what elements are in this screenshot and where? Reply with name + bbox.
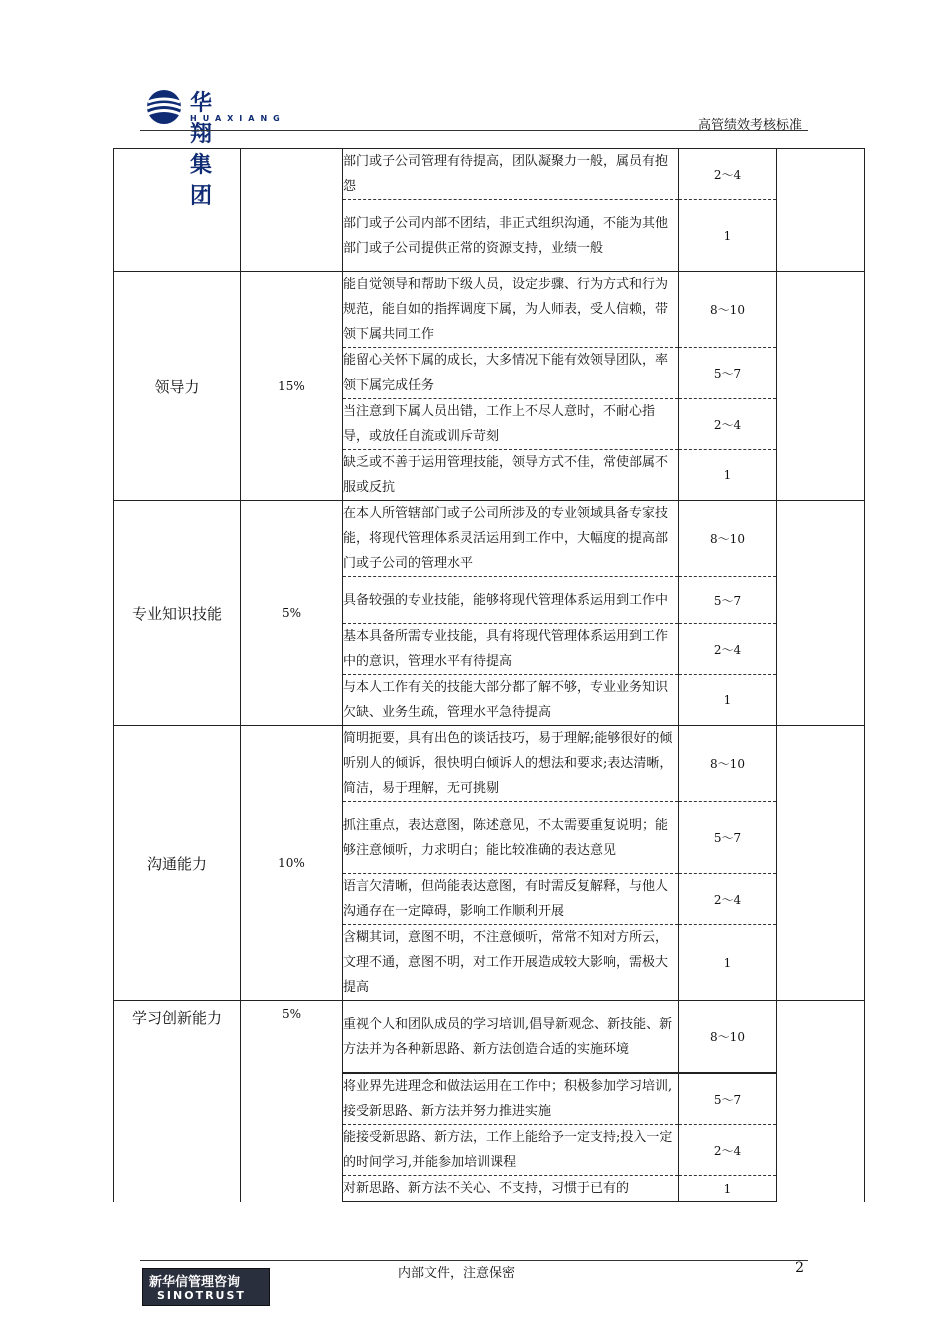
score-cell: 5～7 [679,577,777,624]
table-row [114,1001,865,1074]
weight-cell [241,149,343,272]
description-cell: 重视个人和团队成员的学习培训,倡导新观念、新技能、新方法并为各种新思路、新方法创造合适的实施环境 [343,1001,679,1074]
score-cell: 1 [679,1176,777,1202]
sinotrust-logo [142,1268,270,1306]
blank-cell [777,726,865,1001]
description-cell: 缺乏或不善于运用管理技能，领导方式不佳，常使部属不服或反抗 [343,450,679,501]
score-cell: 2～4 [679,1125,777,1176]
blank-cell [777,272,865,501]
logo-chinese-name: 华翔集团 [190,91,214,209]
globe-logo-icon [146,88,182,126]
document-title: 高管绩效考核标准 [697,118,802,133]
weight-cell: 5% [241,501,343,726]
score-cell: 1 [679,675,777,726]
blank-cell [777,149,865,272]
description-cell: 基本具备所需专业技能，具有将现代管理体系运用到工作中的意识，管理水平有待提高 [343,624,679,675]
score-cell: 1 [679,925,777,1001]
score-cell: 1 [679,450,777,501]
description-cell: 当注意到下属人员出错，工作上不尽人意时，不耐心指导，或放任自流或训斥苛刻 [343,399,679,450]
score-cell: 8～10 [679,272,777,348]
header-divider [140,130,808,131]
blank-cell [777,501,865,726]
category-cell: 沟通能力 [114,726,241,1001]
score-cell: 5～7 [679,348,777,399]
weight-cell: 10% [241,726,343,1001]
description-cell: 部门或子公司内部不团结，非正式组织沟通，不能为其他部门或子公司提供正常的资源支持，业绩一般 [343,200,679,272]
weight-cell: 5% [241,1001,343,1202]
description-cell: 能自觉领导和帮助下级人员，设定步骤、行为方式和行为规范，能自如的指挥调度下属，为人师表，受人信赖，带领下属共同工作 [343,272,679,348]
score-cell: 1 [679,200,777,272]
description-cell: 具备较强的专业技能，能够将现代管理体系运用到工作中 [343,577,679,624]
huaxiang-logo [146,88,286,209]
description-cell: 含糊其词，意图不明，不注意倾听，常常不知对方所云，文理不通，意图不明，对工作开展造成较大影响，需极大提高 [343,925,679,1001]
score-cell: 8～10 [679,1001,777,1074]
score-cell: 2～4 [679,624,777,675]
score-cell: 2～4 [679,874,777,925]
table-row [114,272,865,348]
logo-english-name: HUAXIANG [190,114,286,123]
score-cell: 2～4 [679,149,777,200]
sinotrust-english-name: SINOTRUST [157,1289,246,1302]
table-row [114,726,865,802]
description-cell: 语言欠清晰，但尚能表达意图，有时需反复解释，与他人沟通存在一定障碍，影响工作顺利开展 [343,874,679,925]
description-cell: 简明扼要，具有出色的谈话技巧，易于理解;能够很好的倾听别人的倾诉，很快明白倾诉人的想法和要求;表达清晰，简洁，易于理解，无可挑剔 [343,726,679,802]
description-cell: 能留心关怀下属的成长，大多情况下能有效领导团队，率领下属完成任务 [343,348,679,399]
description-cell: 在本人所管辖部门或子公司所涉及的专业领域具备专家技能，将现代管理体系灵活运用到工作中，大幅度的提高部门或子公司的管理水平 [343,501,679,577]
description-cell: 部门或子公司管理有待提高，团队凝聚力一般，属员有抱怨 [343,149,679,200]
description-cell: 与本人工作有关的技能大部分都了解不够，专业业务知识欠缺、业务生疏，管理水平急待提高 [343,675,679,726]
weight-cell: 15% [241,272,343,501]
description-cell: 抓注重点，表达意图，陈述意见，不太需要重复说明；能够注意倾听，力求明白；能比较准确的表达意见 [343,802,679,874]
table-row [114,149,865,200]
description-cell: 能接受新思路、新方法，工作上能给予一定支持;投入一定的时间学习,并能参加培训课程 [343,1125,679,1176]
description-cell: 将业界先进理念和做法运用在工作中；积极参加学习培训,接受新思路、新方法并努力推进实施 [343,1073,679,1125]
table-row [114,501,865,577]
category-cell [114,149,241,272]
blank-cell [777,1001,865,1202]
score-cell: 2～4 [679,399,777,450]
evaluation-table [113,148,865,1202]
category-cell: 领导力 [114,272,241,501]
page-footer [140,1260,808,1320]
description-cell: 对新思路、新方法不关心、不支持，习惯于已有的 [343,1176,679,1202]
score-cell: 8～10 [679,726,777,802]
score-cell: 5～7 [679,802,777,874]
score-cell: 8～10 [679,501,777,577]
score-cell: 5～7 [679,1073,777,1125]
sinotrust-chinese-name: 新华信管理咨询 [149,1275,241,1290]
category-cell: 专业知识技能 [114,501,241,726]
category-cell: 学习创新能力 [114,1001,241,1202]
confidential-notice: 内部文件，注意保密 [398,1266,516,1281]
page-number: 2 [795,1260,804,1276]
footer-divider [140,1260,808,1261]
